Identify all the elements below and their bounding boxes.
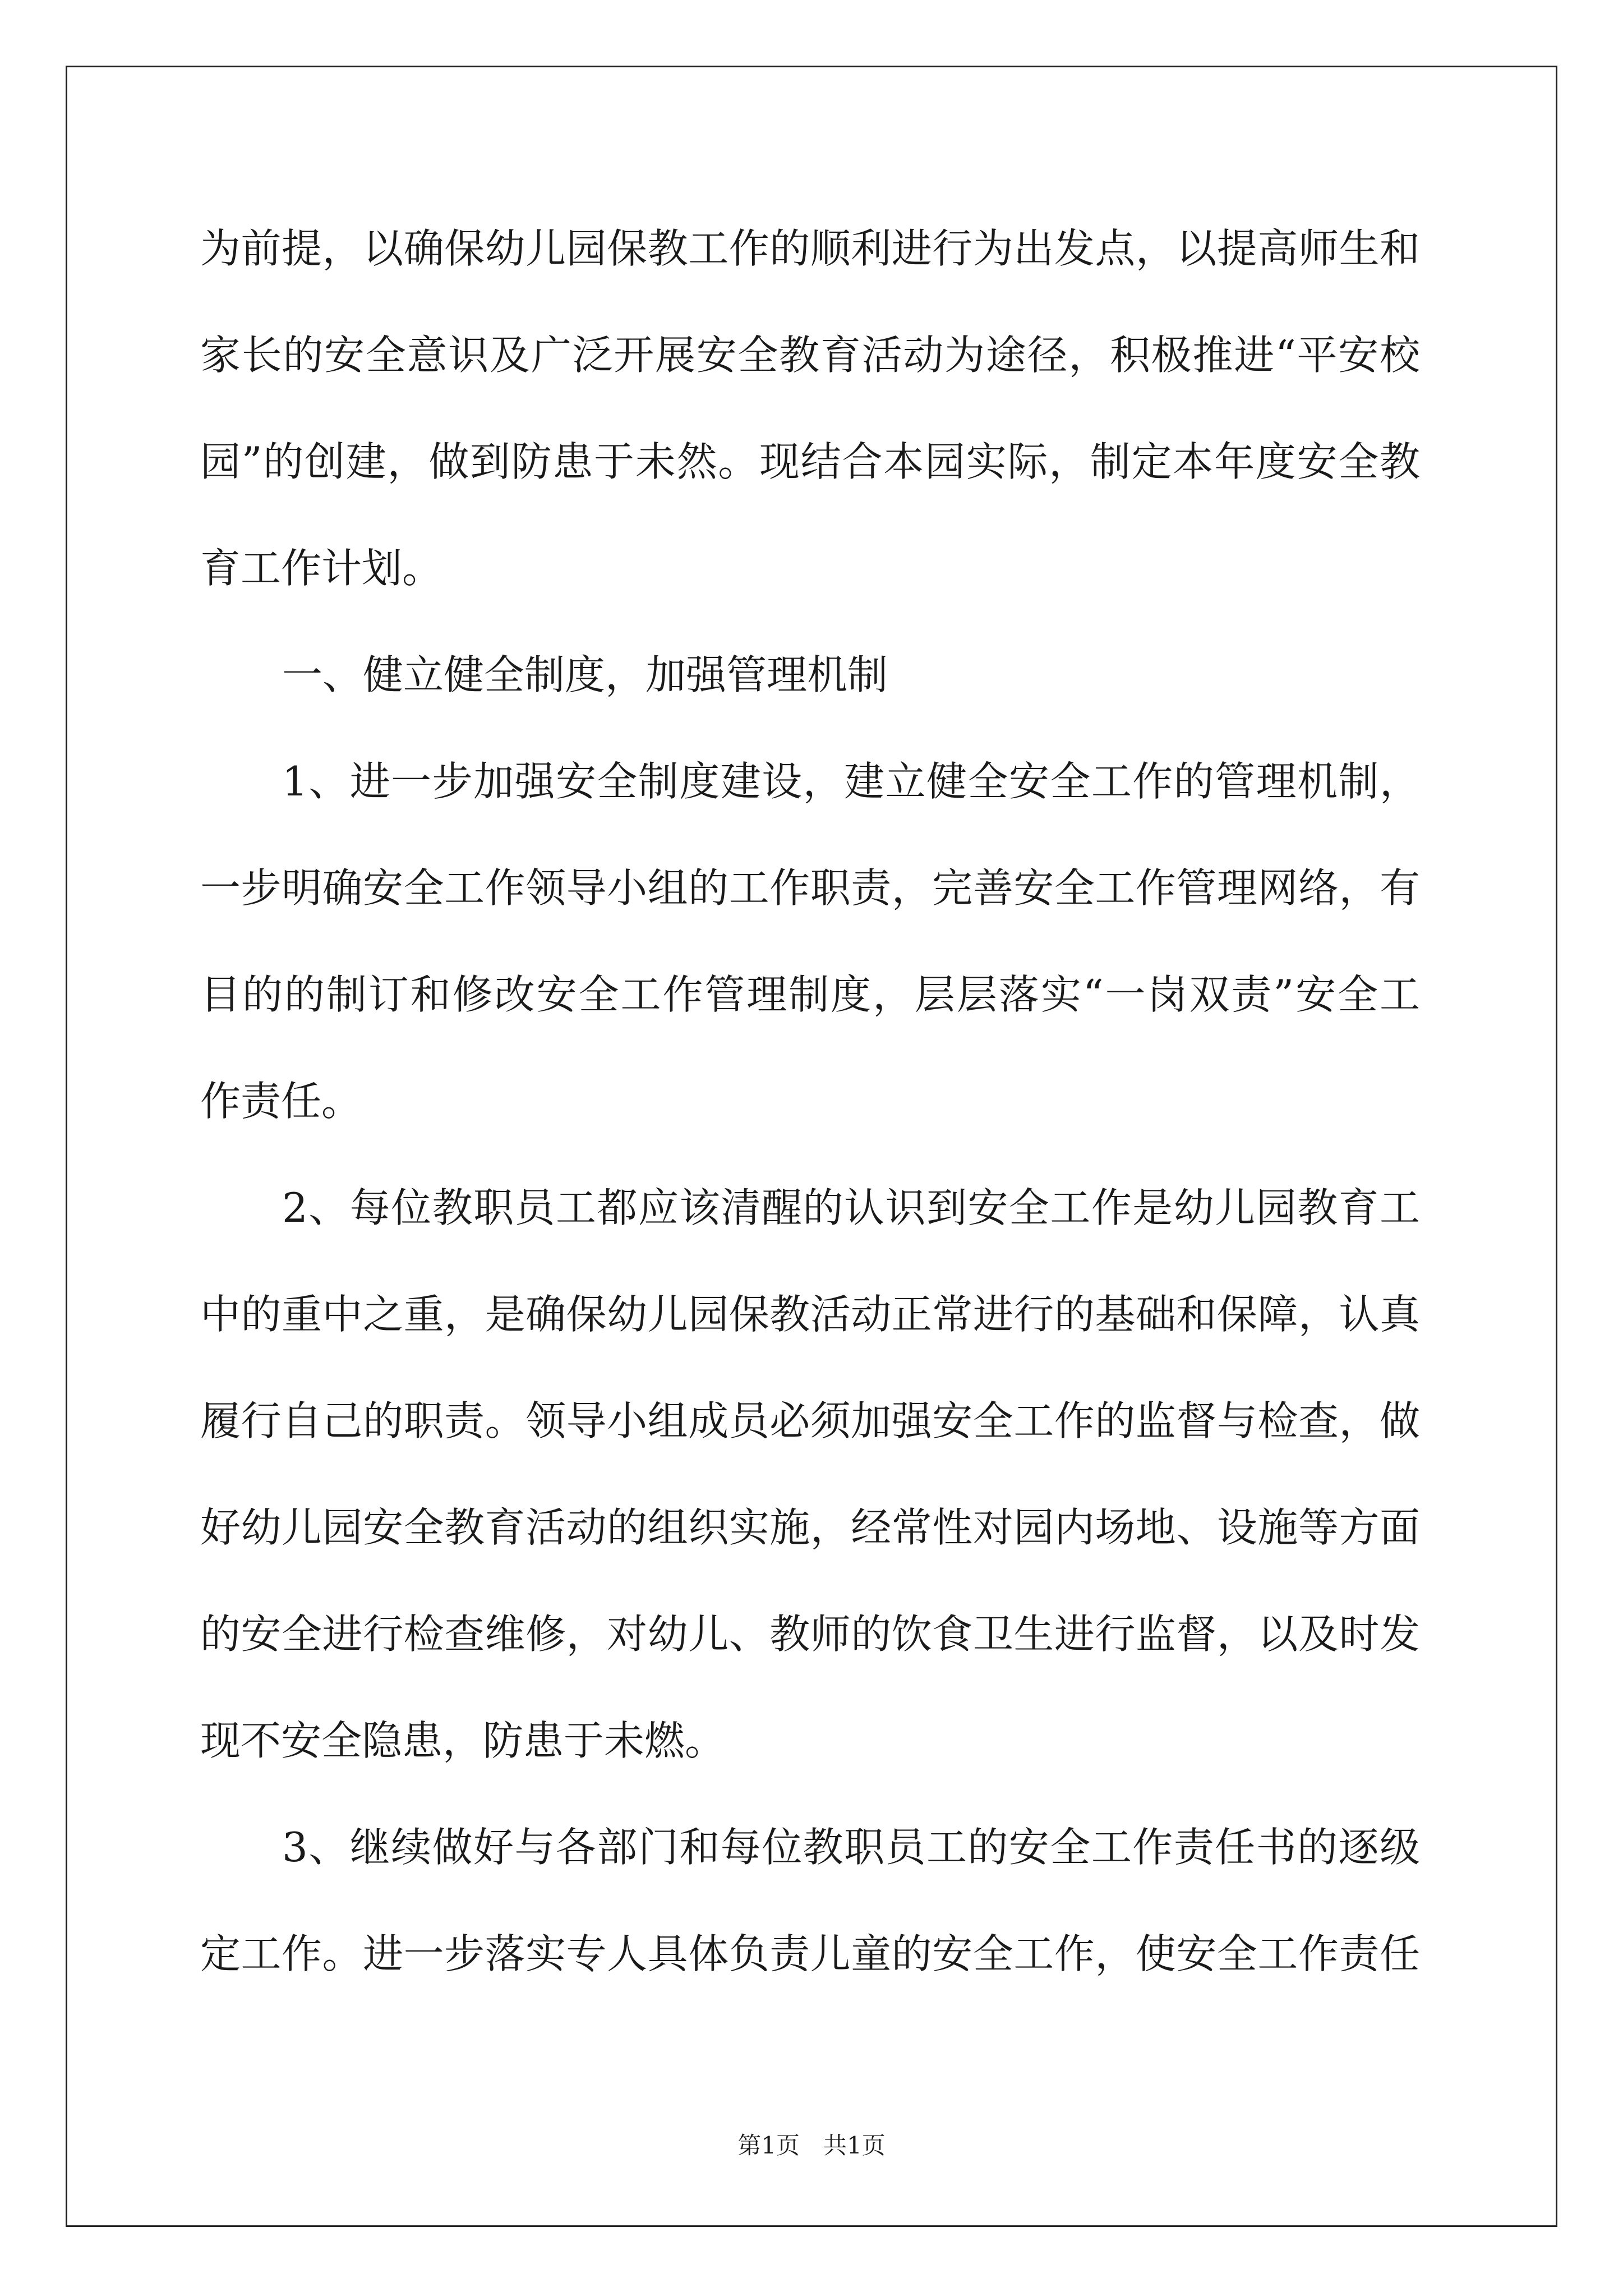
body-line: 为前提，以确保幼儿园保教工作的顺利进行为出发点，以提高师生和 (200, 225, 1420, 272)
body-line: 中的重中之重，是确保幼儿园保教活动正常进行的基础和保障，认真 (200, 1291, 1420, 1338)
body-line: 的安全进行检查维修，对幼儿、教师的饮食卫生进行监督，以及时发 (200, 1611, 1420, 1658)
body-line: 家长的安全意识及广泛开展安全教育活动为途径，积极推进“平安校 (200, 332, 1420, 379)
body-line: 作责任。 (200, 1078, 362, 1125)
body-line: 定工作。进一步落实专人具体负责儿童的安全工作，使安全工作责任 (200, 1930, 1420, 1977)
document-body (200, 195, 1420, 2007)
section-heading: 一、健立健全制度，加强管理机制 (282, 651, 888, 698)
item-paragraph-3 (200, 1794, 1420, 2007)
item-paragraph-2 (200, 1154, 1420, 1794)
body-line: 园”的创建，做到防患于未然。现结合本园实际，制定本年度安全教 (200, 438, 1420, 485)
body-line: 目的的制订和修改安全工作管理制度，层层落实“一岗双责”安全工 (200, 971, 1420, 1018)
body-line: 现不安全隐患，防患于未燃。 (200, 1717, 726, 1764)
body-line: 2、每位教职员工都应该清醒的认识到安全工作是幼儿园教育工 (282, 1184, 1420, 1231)
body-line: 3、继续做好与各部门和每位教职员工的安全工作责任书的逐级 (282, 1824, 1420, 1871)
body-line: 一步明确安全工作领导小组的工作职责，完善安全工作管理网络，有 (200, 864, 1420, 912)
body-line: 1、进一步加强安全制度建设，建立健全安全工作的管理机制， (282, 758, 1420, 805)
body-line: 育工作计划。 (200, 545, 443, 592)
body-line: 履行自己的职责。领导小组成员必须加强安全工作的监督与检查，做 (200, 1397, 1420, 1444)
page-footer: 第1页 共1页 (737, 2132, 886, 2159)
body-line: 好幼儿园安全教育活动的组织实施，经常性对园内场地、设施等方面 (200, 1504, 1420, 1551)
item-paragraph-1 (200, 728, 1420, 1154)
intro-paragraph (200, 195, 1420, 622)
